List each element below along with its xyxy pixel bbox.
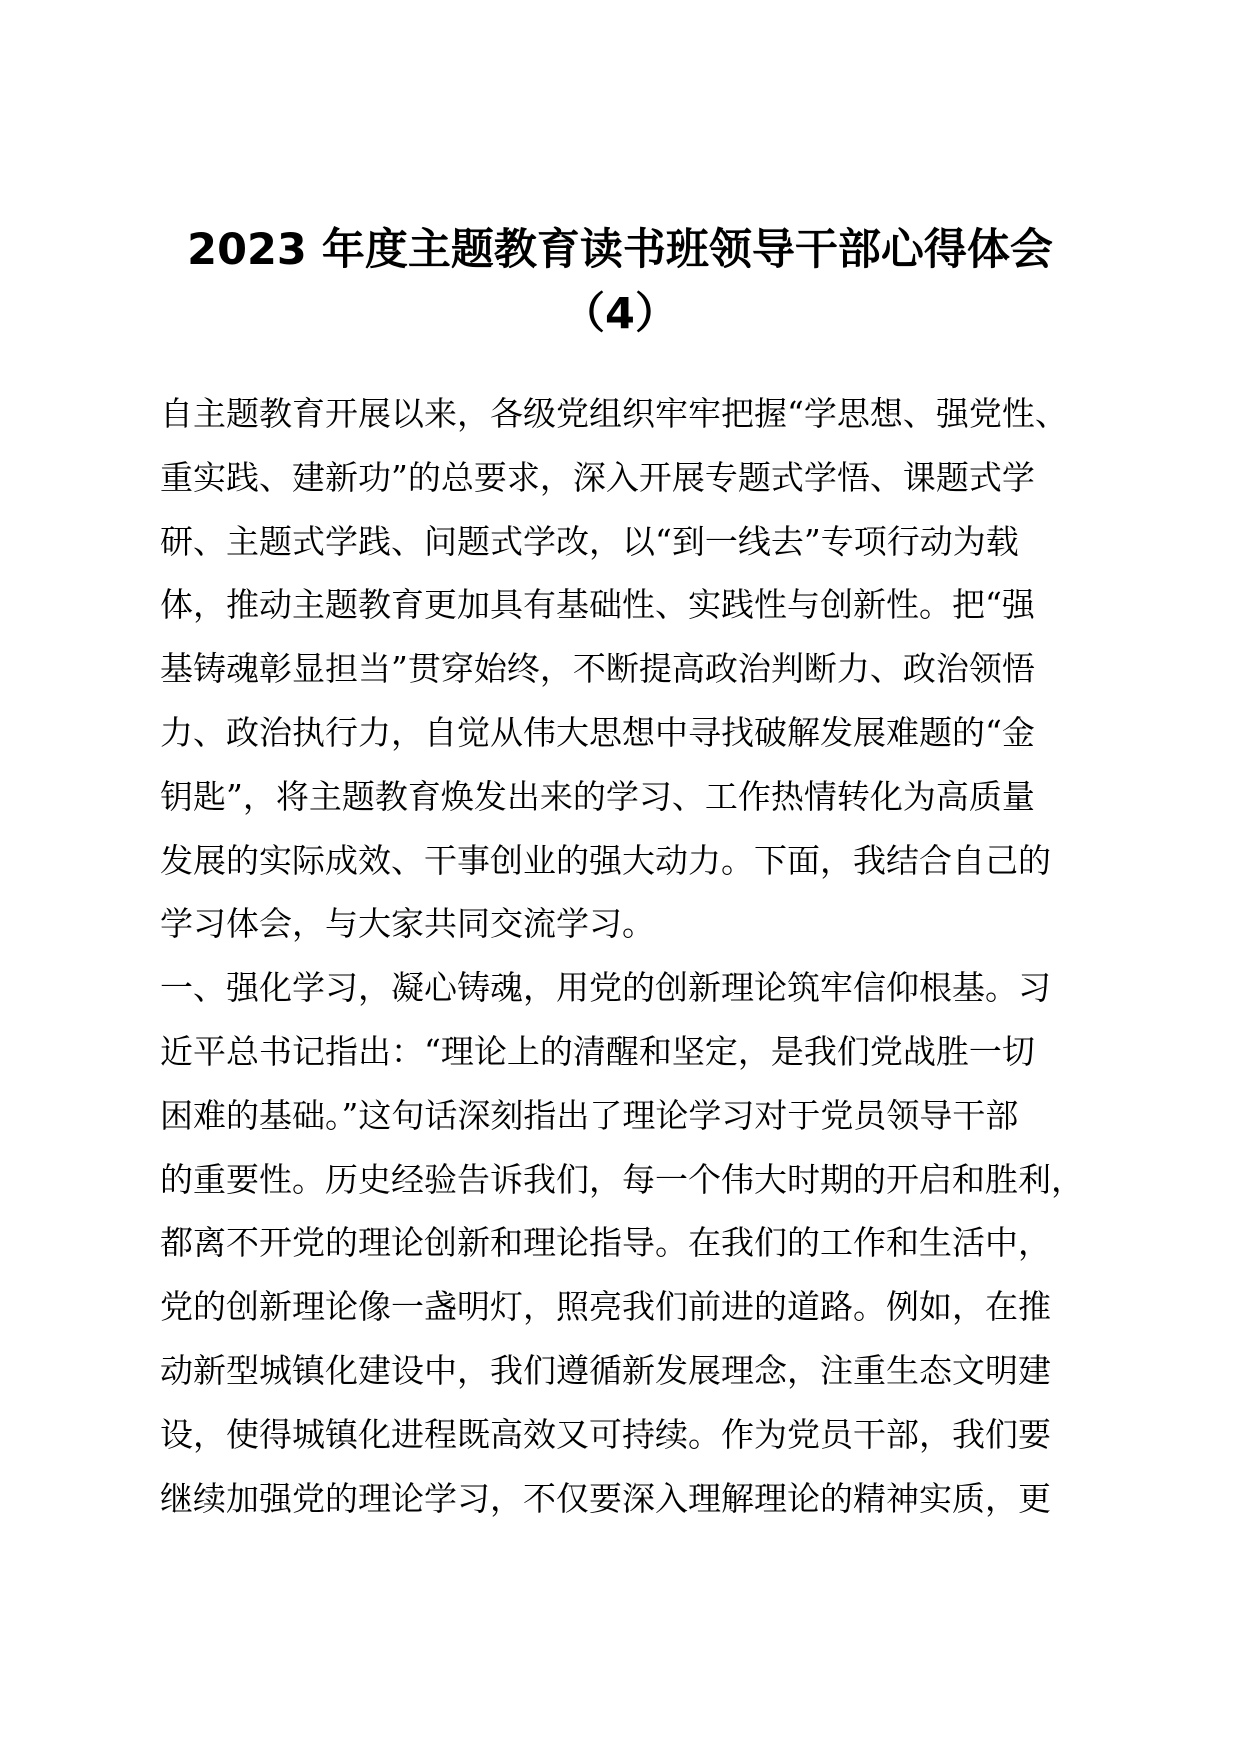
body-line: 的重要性。历史经验告诉我们，每一个伟大时期的开启和胜利， — [160, 1159, 1084, 1199]
body-line: 都离不开党的理论创新和理论指导。在我们的工作和生活中， — [160, 1223, 1051, 1263]
document-body — [160, 382, 1100, 1530]
document-title — [0, 218, 1240, 346]
body-line: 动新型城镇化建设中，我们遵循新发展理念，注重生态文明建 — [160, 1350, 1051, 1390]
body-line: 自主题教育开展以来，各级党组织牢牢把握“学思想、强党性、 — [160, 394, 1068, 433]
title-line-number: （4） — [562, 289, 678, 339]
body-line: 近平总书记指出：“理论上的清醒和坚定，是我们党战胜一切 — [160, 1031, 1035, 1071]
body-line: 基铸魂彰显担当”贯穿始终，不断提高政治判断力、政治领悟 — [160, 649, 1035, 689]
body-line: 困难的基础。”这句话深刻指出了理论学习对于党员领导干部 — [160, 1095, 1019, 1135]
body-line: 设，使得城镇化进程既高效又可持续。作为党员干部，我们要 — [160, 1414, 1051, 1454]
body-line: 钥匙”，将主题教育焕发出来的学习、工作热情转化为高质量 — [160, 776, 1035, 816]
body-line: 力、政治执行力，自觉从伟大思想中寻找破解发展难题的“金 — [160, 712, 1035, 752]
title-line-main: 2023 年度主题教育读书班领导干部心得体会 — [187, 225, 1053, 275]
body-line: 发展的实际成效、干事创业的强大动力。下面，我结合自己的 — [160, 840, 1051, 880]
body-line: 体，推动主题教育更加具有基础性、实践性与创新性。把“强 — [160, 585, 1035, 625]
section-heading-line: 一、强化学习，凝心铸魂，用党的创新理论筑牢信仰根基。习 — [160, 968, 1051, 1008]
body-line: 继续加强党的理论学习，不仅要深入理解理论的精神实质，更 — [160, 1478, 1051, 1518]
body-line: 党的创新理论像一盏明灯，照亮我们前进的道路。例如，在推 — [160, 1287, 1051, 1327]
body-line: 研、主题式学践、问题式学改，以“到一线去”专项行动为载 — [160, 521, 1019, 561]
body-line: 学习体会，与大家共同交流学习。 — [160, 904, 655, 944]
body-line: 重实践、建新功”的总要求，深入开展专题式学悟、课题式学 — [160, 457, 1035, 497]
